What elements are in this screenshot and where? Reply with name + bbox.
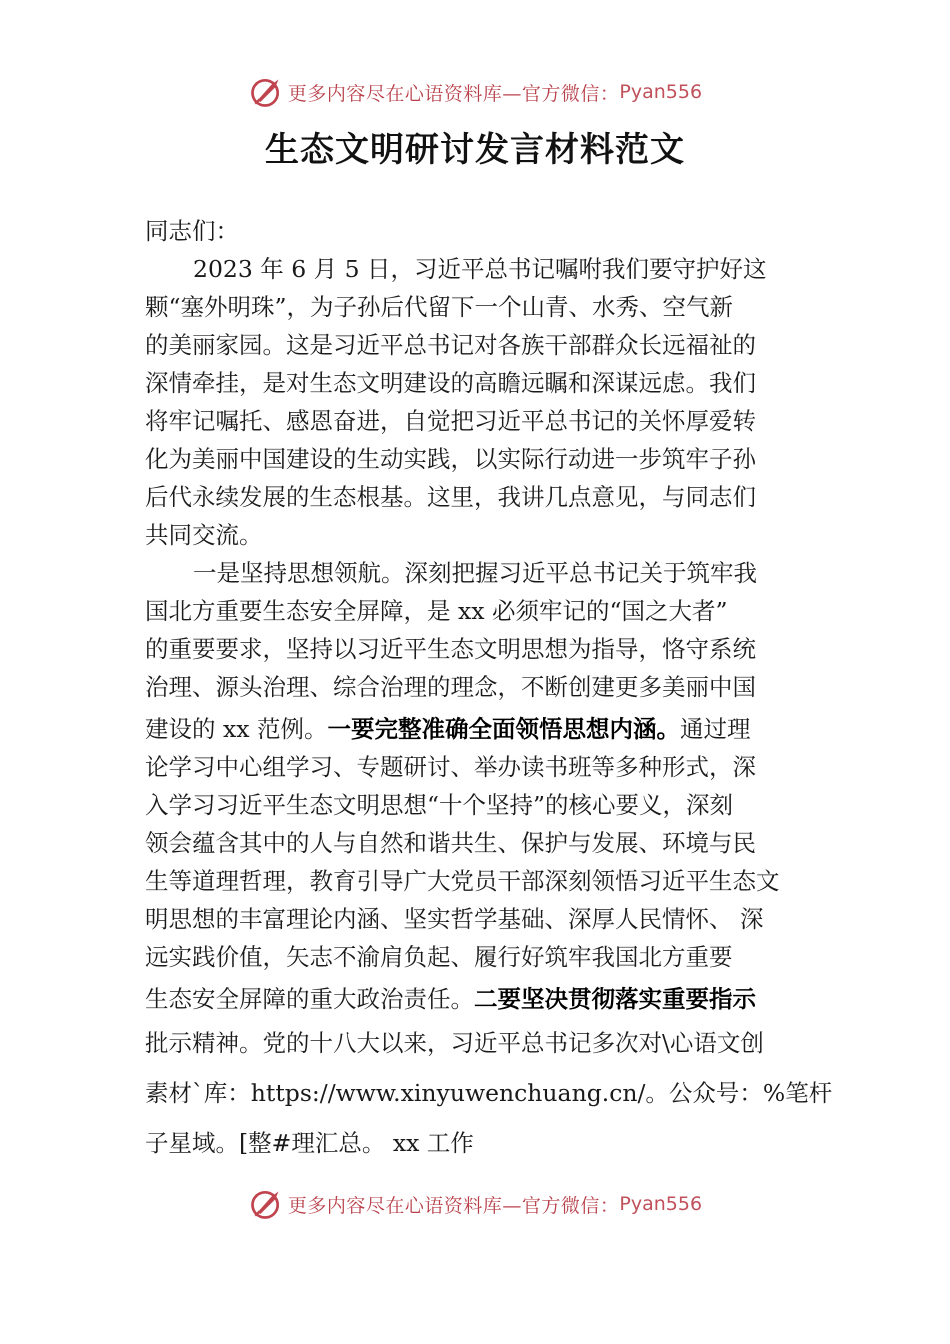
paragraph-line: 将牢记嘱托、感恩奋进，自觉把习近平总书记的关怀厚爱转 — [145, 407, 756, 435]
paragraph-line: 共同交流。 — [145, 521, 263, 549]
banner-text: 更多内容尽在心语资料库—官方微信： — [287, 1194, 620, 1217]
banner-wechat-id: Pyan556 — [619, 1193, 703, 1215]
line-text: 通过理 — [679, 715, 751, 743]
paragraph-line: 批示精神。党的十八大以来，习近平总书记多次对\心语文创 — [145, 1029, 764, 1057]
banner-wechat-id: Pyan556 — [619, 81, 703, 103]
banner-text: 更多内容尽在心语资料库—官方微信： — [287, 82, 620, 105]
paragraph-line: 论学习中心组学习、专题研讨、举办读书班等多种形式，深 — [145, 753, 756, 781]
paragraph-line: 明思想的丰富理论内涵、坚实哲学基础、深厚人民情怀、 深 — [145, 905, 764, 933]
line-text: 生态安全屏障的重大政治责任。 — [145, 985, 474, 1013]
paragraph-line — [145, 980, 815, 1018]
paragraph-line: 一是坚持思想领航。深刻把握习近平总书记关于筑牢我 — [193, 559, 757, 587]
bold-heading-one: 一要完整准确全面领悟思想内涵。 — [327, 715, 680, 743]
greeting: 同志们： — [145, 217, 239, 245]
paragraph-line: 生等道理哲理，教育引导广大党员干部深刻领悟习近平生态文 — [145, 867, 780, 895]
line-text: 建设的 xx 范例。 — [145, 715, 328, 743]
paragraph-line: 素材`库：https://www.xinyuwenchuang.cn/。公众号：%笔杆 — [145, 1079, 833, 1107]
paragraph-line: 的重要要求，坚持以习近平生态文明思想为指导，恪守系统 — [145, 635, 756, 663]
paragraph-line: 深情牵挂，是对生态文明建设的高瞻远瞩和深谋远虑。我们 — [145, 369, 756, 397]
paragraph-line: 子星域。[整#理汇总。 xx 工作 — [145, 1129, 474, 1157]
header-banner — [0, 72, 950, 112]
document-body — [145, 212, 833, 1168]
paragraph-line: 2023 年 6 月 5 日，习近平总书记嘱咐我们要守护好这 — [193, 255, 767, 283]
document-title: 生态文明研讨发言材料范文 — [265, 130, 685, 170]
paragraph-line: 远实践价值，矢志不渝肩负起、履行好筑牢我国北方重要 — [145, 943, 733, 971]
quill-logo-icon — [248, 1186, 284, 1222]
paragraph-line: 入学习习近平生态文明思想“十个坚持”的核心要义，深刻 — [145, 791, 734, 819]
footer-banner — [0, 1184, 950, 1224]
paragraph-line: 国北方重要生态安全屏障，是 xx 必须牢记的“国之大者” — [145, 597, 728, 625]
paragraph-line: 的美丽家园。这是习近平总书记对各族干部群众长远福祉的 — [145, 331, 756, 359]
quill-logo-icon — [248, 74, 284, 110]
paragraph-line: 领会蕴含其中的人与自然和谐共生、保护与发展、环境与民 — [145, 829, 756, 857]
paragraph-line: 化为美丽中国建设的生动实践，以实际行动进一步筑牢子孙 — [145, 445, 756, 473]
paragraph-line — [145, 710, 815, 748]
paragraph-line: 后代永续发展的生态根基。这里，我讲几点意见，与同志们 — [145, 483, 756, 511]
paragraph-line: 治理、源头治理、综合治理的理念，不断创建更多美丽中国 — [145, 673, 756, 701]
bold-heading-two: 二要坚决贯彻落实重要指示 — [474, 985, 756, 1013]
paragraph-line: 颗“塞外明珠”，为子孙后代留下一个山青、水秀、空气新 — [145, 293, 734, 321]
